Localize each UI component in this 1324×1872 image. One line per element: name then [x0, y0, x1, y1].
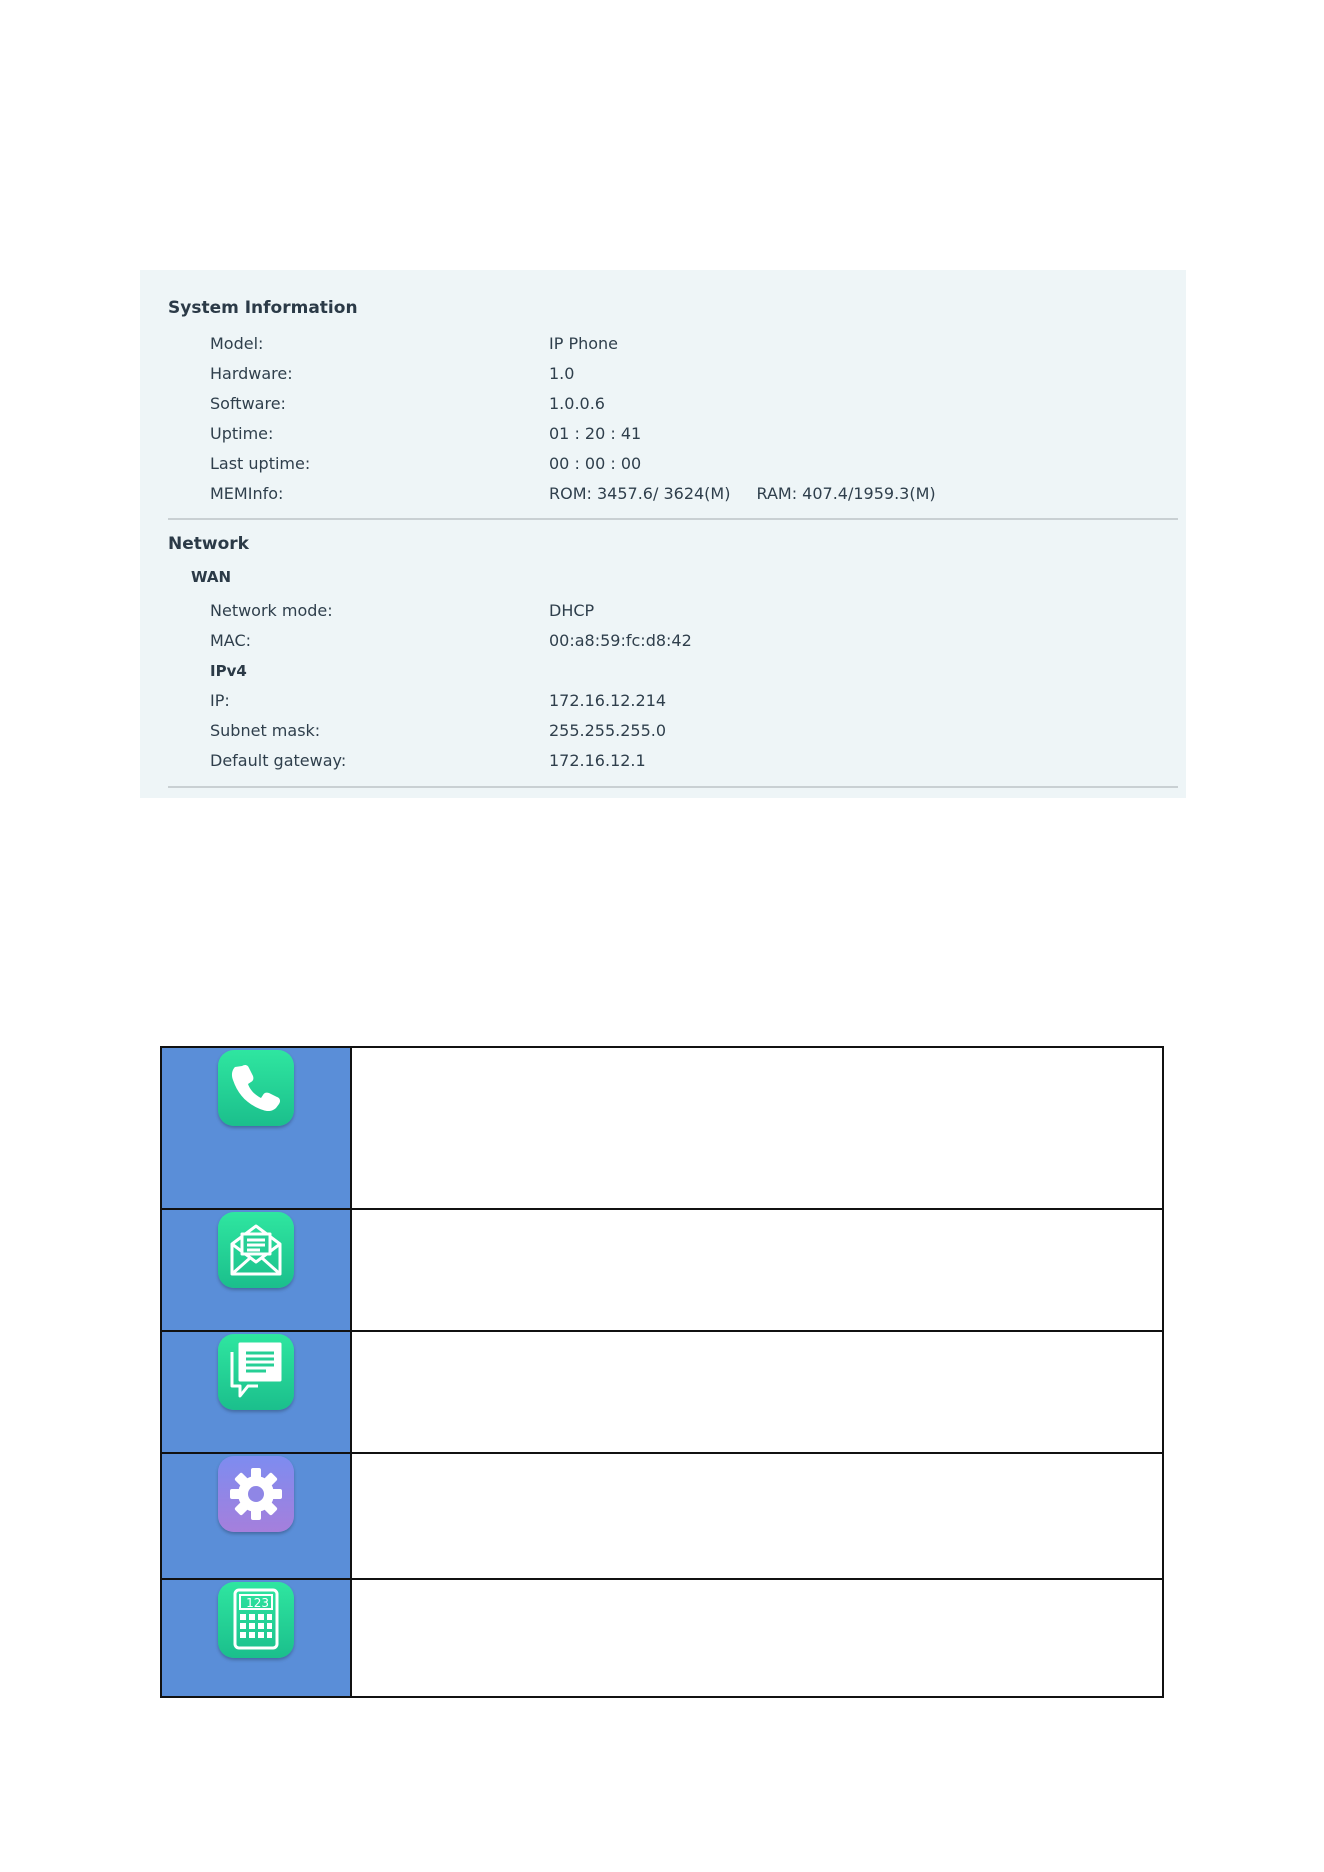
- subnet-mask-label: Subnet mask:: [210, 721, 321, 740]
- wan-heading: WAN: [191, 568, 232, 586]
- description-cell: [352, 1454, 1162, 1578]
- table-row: [162, 1578, 1162, 1696]
- message-icon: [218, 1334, 294, 1410]
- table-row: [162, 1048, 1162, 1208]
- default-gateway-value: 172.16.12.1: [549, 751, 646, 770]
- app-icon-table: [160, 1046, 1164, 1698]
- calculator-icon: [218, 1582, 294, 1658]
- section-divider-bottom: [168, 786, 1178, 788]
- icon-cell: [162, 1454, 352, 1578]
- icon-cell: [162, 1332, 352, 1452]
- description-cell: [352, 1332, 1162, 1452]
- ip-label: IP:: [210, 691, 230, 710]
- subnet-mask-value: 255.255.255.0: [549, 721, 667, 740]
- software-label: Software:: [210, 394, 286, 413]
- network-mode-label: Network mode:: [210, 601, 333, 620]
- meminfo-label: MEMInfo:: [210, 484, 284, 503]
- meminfo-rom: ROM: 3457.6/ 3624(M): [549, 484, 731, 503]
- description-cell: [352, 1048, 1162, 1208]
- icon-cell: [162, 1580, 352, 1696]
- ip-value: 172.16.12.214: [549, 691, 667, 710]
- meminfo-value: [549, 484, 936, 503]
- phone-icon: [218, 1050, 294, 1126]
- last-uptime-value: 00 : 00 : 00: [549, 454, 642, 473]
- system-info-panel: [140, 270, 1186, 798]
- mac-label: MAC:: [210, 631, 252, 650]
- description-cell: [352, 1210, 1162, 1330]
- software-value: 1.0.0.6: [549, 394, 605, 413]
- network-mode-value: DHCP: [549, 601, 595, 620]
- uptime-label: Uptime:: [210, 424, 274, 443]
- model-value: IP Phone: [549, 334, 619, 353]
- network-heading: Network: [168, 534, 249, 554]
- mail-icon: [218, 1212, 294, 1288]
- uptime-value: 01 : 20 : 41: [549, 424, 642, 443]
- meminfo-ram: RAM: 407.4/1959.3(M): [756, 484, 936, 503]
- section-divider: [168, 518, 1178, 520]
- table-row: [162, 1208, 1162, 1330]
- last-uptime-label: Last uptime:: [210, 454, 311, 473]
- ipv4-heading: IPv4: [210, 662, 247, 680]
- calculator-display-text: 123: [246, 1596, 269, 1610]
- mac-value: 00:a8:59:fc:d8:42: [549, 631, 692, 650]
- system-information-heading: System Information: [168, 298, 358, 318]
- default-gateway-label: Default gateway:: [210, 751, 347, 770]
- description-cell: [352, 1580, 1162, 1696]
- model-label: Model:: [210, 334, 264, 353]
- hardware-label: Hardware:: [210, 364, 293, 383]
- icon-cell: [162, 1210, 352, 1330]
- icon-cell: [162, 1048, 352, 1208]
- table-row: [162, 1330, 1162, 1452]
- hardware-value: 1.0: [549, 364, 575, 383]
- settings-icon: [218, 1456, 294, 1532]
- table-row: [162, 1452, 1162, 1578]
